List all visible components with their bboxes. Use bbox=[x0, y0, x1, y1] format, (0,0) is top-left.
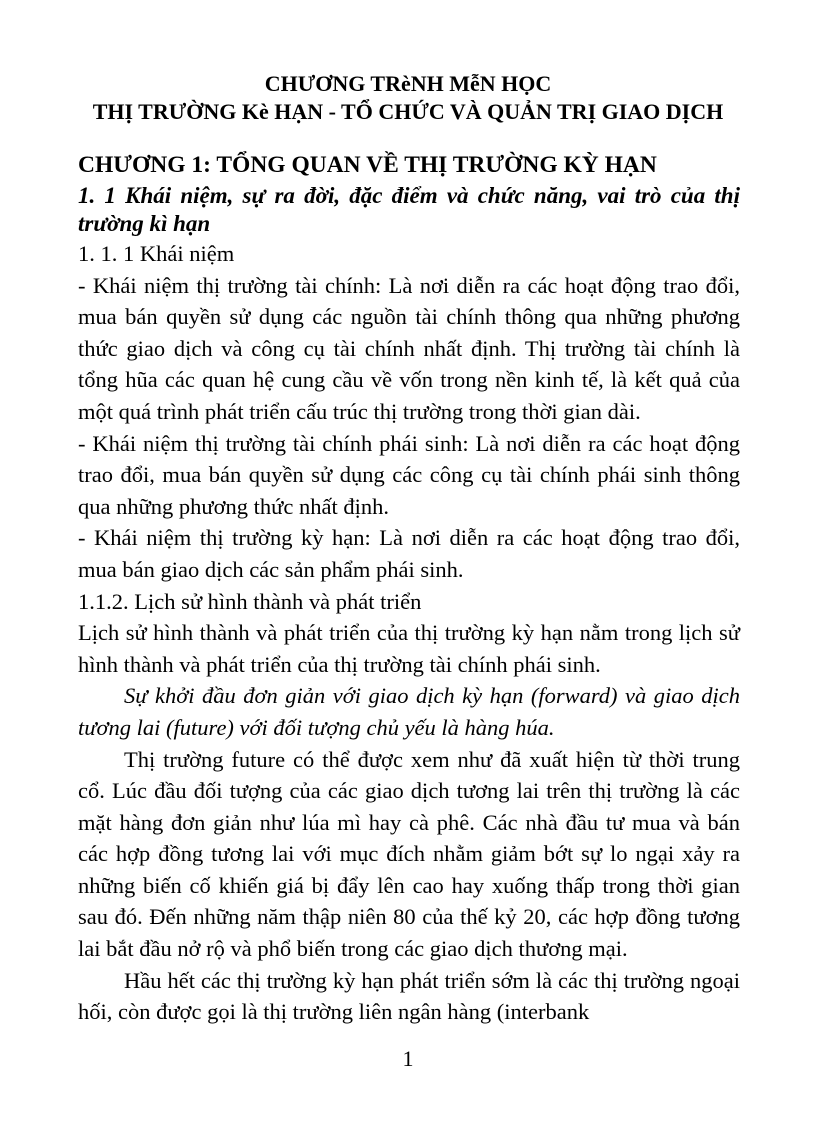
subsection-heading-1-1-2: 1.1.2. Lịch sử hình thành và phát triển bbox=[78, 588, 422, 614]
chapter-title: CHƯƠNG 1: TỔNG QUAN VỀ THỊ TRƯỜNG KỲ HẠN bbox=[78, 152, 657, 178]
course-title: THỊ TRƯỜNG Kè HẠN - TỔ CHỨC VÀ QUẢN TRỊ GIAO DỊCH bbox=[92, 99, 724, 124]
paragraph-term-market: - Khái niệm thị trường kỳ hạn: Là nơi diễn ra các hoạt động trao đổi, mua bán giao dịch các sản phẩm phái sinh. bbox=[78, 525, 740, 582]
paragraph-forward-future: Sự khởi đầu đơn giản với giao dịch kỳ hạn (forward) và giao dịch tương lai (future) với đối tượng chủ yếu là hàng húa. bbox=[78, 683, 740, 740]
paragraph-future-market: Thị trường future có thể được xem như đã xuất hiện từ thời trung cổ. Lúc đầu đối tượng của các giao dịch tương lai trên thị trường là các mặt hàng đơn giản như lúa mì hay cà phê. Các nhà đầu tư mua và bán các hợp đồng tương lai với mục đích nhằm giảm bớt sự lo ngại xảy ra những biến cố khiến giá bị đẩy lên cao hay xuống thấp trong thời gian sau đó. Đến những năm thập niên 80 của thế kỷ 20, các hợp đồng tương lai bắt đầu nở rộ và phổ biến trong các giao dịch thương mại. bbox=[78, 746, 740, 962]
program-title: CHƯƠNG TRèNH MễN HỌC bbox=[264, 71, 552, 96]
paragraph-history: Lịch sử hình thành và phát triển của thị trường kỳ hạn nằm trong lịch sử hình thành và phát triển của thị trường tài chính phái sinh. bbox=[78, 620, 740, 677]
paragraph-financial-market: - Khái niệm thị trường tài chính: Là nơi diễn ra các hoạt động trao đổi, mua bán quyền sử dụng các nguồn tài chính thông qua những phương thức giao dịch và công cụ tài chính nhất định. Thị trường tài chính là tổng hũa các quan hệ cung cầu về vốn trong nền kinh tế, là kết quả của một quá trình phát triển cấu trúc thị trường trong thời gian dài. bbox=[78, 272, 740, 424]
page-number: 1 bbox=[402, 1046, 414, 1071]
paragraph-derivative-market: - Khái niệm thị trường tài chính phái sinh: Là nơi diễn ra các hoạt động trao đổi, mua bán quyền sử dụng các công cụ tài chính phái sinh thông qua những phương thức nhất định. bbox=[78, 430, 740, 519]
document-body bbox=[78, 148, 740, 1028]
section-heading-1-1: 1. 1 Khái niệm, sự ra đời, đặc điểm và chức năng, vai trò của thị trường kì hạn bbox=[78, 183, 740, 236]
paragraph-interbank: Hầu hết các thị trường kỳ hạn phát triển sớm là các thị trường ngoại hối, còn được gọi là thị trường liên ngân hàng (interbank bbox=[78, 967, 740, 1025]
document-header bbox=[60, 70, 756, 126]
subsection-heading-1-1-1: 1. 1. 1 Khái niệm bbox=[78, 241, 235, 266]
